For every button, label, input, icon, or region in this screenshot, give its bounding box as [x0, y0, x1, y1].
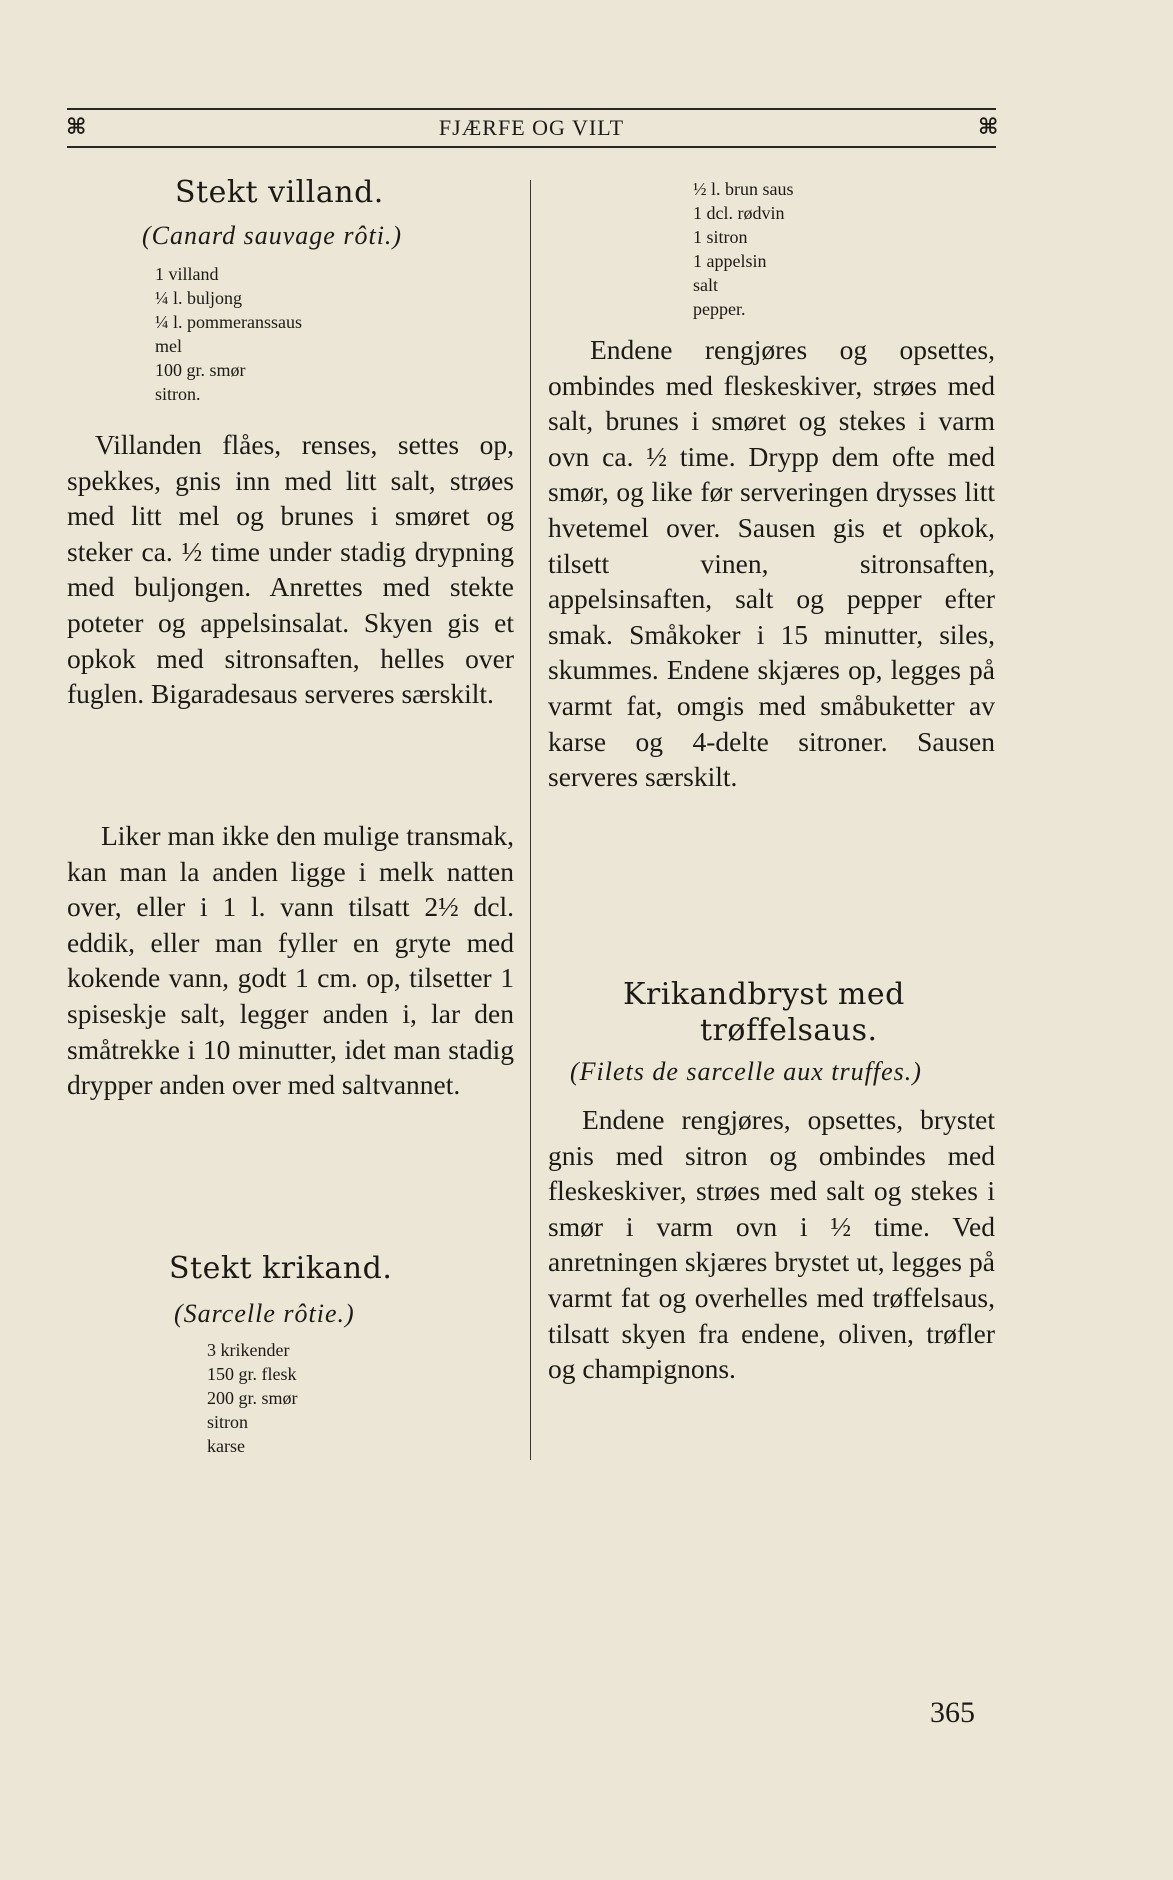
recipe-title-krikandbryst-line2: trøffelsaus. — [700, 1013, 878, 1048]
body-paragraph: Liker man ikke den mulige transmak, kan man la anden ligge i melk natten over, eller i 1 l. vann tilsatt 2½ dcl. eddik, eller man fyller en gryte med kokende vann, godt 1 cm. op, tilsetter 1 spiseskje salt, legger anden i, lar den småtrekke i 10 minutter, idet man stadig drypper anden over med saltvannet. — [67, 820, 514, 1101]
ingredient-item: 1 villand — [155, 264, 219, 284]
ingredient-item: 150 gr. flesk — [207, 1364, 297, 1384]
ingredient-item: 200 gr. smør — [207, 1388, 298, 1408]
header-rule-top — [67, 108, 996, 110]
ingredient-item: ¼ l. pommeranssaus — [155, 312, 302, 332]
recipe-subtitle-filets-de-sarcelle: (Filets de sarcelle aux truffes.) — [570, 1057, 922, 1086]
ingredient-item: pepper. — [693, 299, 746, 319]
page-number: 365 — [930, 1696, 975, 1729]
recipe-title-stekt-krikand: Stekt krikand. — [169, 1251, 393, 1286]
header-ornament-left: ⌘ — [66, 114, 87, 140]
ingredient-item: ½ l. brun saus — [693, 179, 794, 199]
header-rule-bottom — [67, 146, 996, 148]
recipe-title-krikandbryst-line1: Krikandbryst med — [623, 977, 905, 1012]
ingredient-item: 3 krikender — [207, 1340, 290, 1360]
ingredient-list-krikand — [207, 1338, 298, 1458]
header-ornament-right: ⌘ — [978, 114, 999, 140]
ingredient-item: 1 sitron — [693, 227, 748, 247]
ingredient-item: mel — [155, 336, 182, 356]
ingredient-item: ¼ l. buljong — [155, 288, 243, 308]
ingredient-item: karse — [207, 1436, 245, 1456]
ingredient-list-villand — [155, 262, 302, 406]
recipe-subtitle-canard-sauvage: (Canard sauvage rôti.) — [142, 221, 403, 250]
recipe-subtitle-sarcelle-rotie: (Sarcelle rôtie.) — [174, 1299, 355, 1328]
column-divider — [530, 180, 531, 1460]
ingredient-item: sitron. — [155, 384, 201, 404]
ingredient-list-krikand-continued — [693, 177, 794, 321]
body-paragraph: Endene rengjøres, opsettes, brystet gnis med sitron og ombindes med fleskeskiver, strøes med salt og stekes i smør i varm ovn i ½ time. Ved anretningen skjæres brystet ut, legges på varmt fat og overhelles med trøffelsaus, tilsatt skyen fra endene, oliven, trøfler og champignons. — [548, 1104, 995, 1385]
ingredient-item: sitron — [207, 1412, 249, 1432]
ingredient-item: 1 dcl. rødvin — [693, 203, 785, 223]
body-paragraph: Endene rengjøres og opsettes, ombindes med fleskeskiver, strøes med salt, brunes i smøret og stekes i varm ovn ca. ½ time. Drypp dem ofte med smør, og like før serveringen drysses litt hvetemel over. Sausen gis et opkok, tilsett vinen, sitronsaften, appelsinsaften, salt og pepper efter smak. Småkoker i 15 minutter, siles, skummes. Endene skjæres op, legges på varmt fat, omgis med småbuketter av karse og 4-delte sitroner. Sausen serveres særskilt. — [548, 334, 995, 793]
ingredient-item: salt — [693, 275, 718, 295]
body-paragraph: Villanden flåes, renses, settes op, spekkes, gnis inn med litt salt, strøes med litt mel og brunes i smøret og steker ca. ½ time under stadig drypning med buljongen. Anrettes med stekte poteter og appelsinsalat. Skyen gis et opkok med sitronsaften, helles over fuglen. Bigaradesaus serveres særskilt. — [67, 429, 514, 710]
running-header-title: FJÆRFE OG VILT — [438, 115, 625, 140]
ingredient-item: 100 gr. smør — [155, 360, 246, 380]
ingredient-item: 1 appelsin — [693, 251, 767, 271]
recipe-title-stekt-villand: Stekt villand. — [175, 175, 384, 210]
